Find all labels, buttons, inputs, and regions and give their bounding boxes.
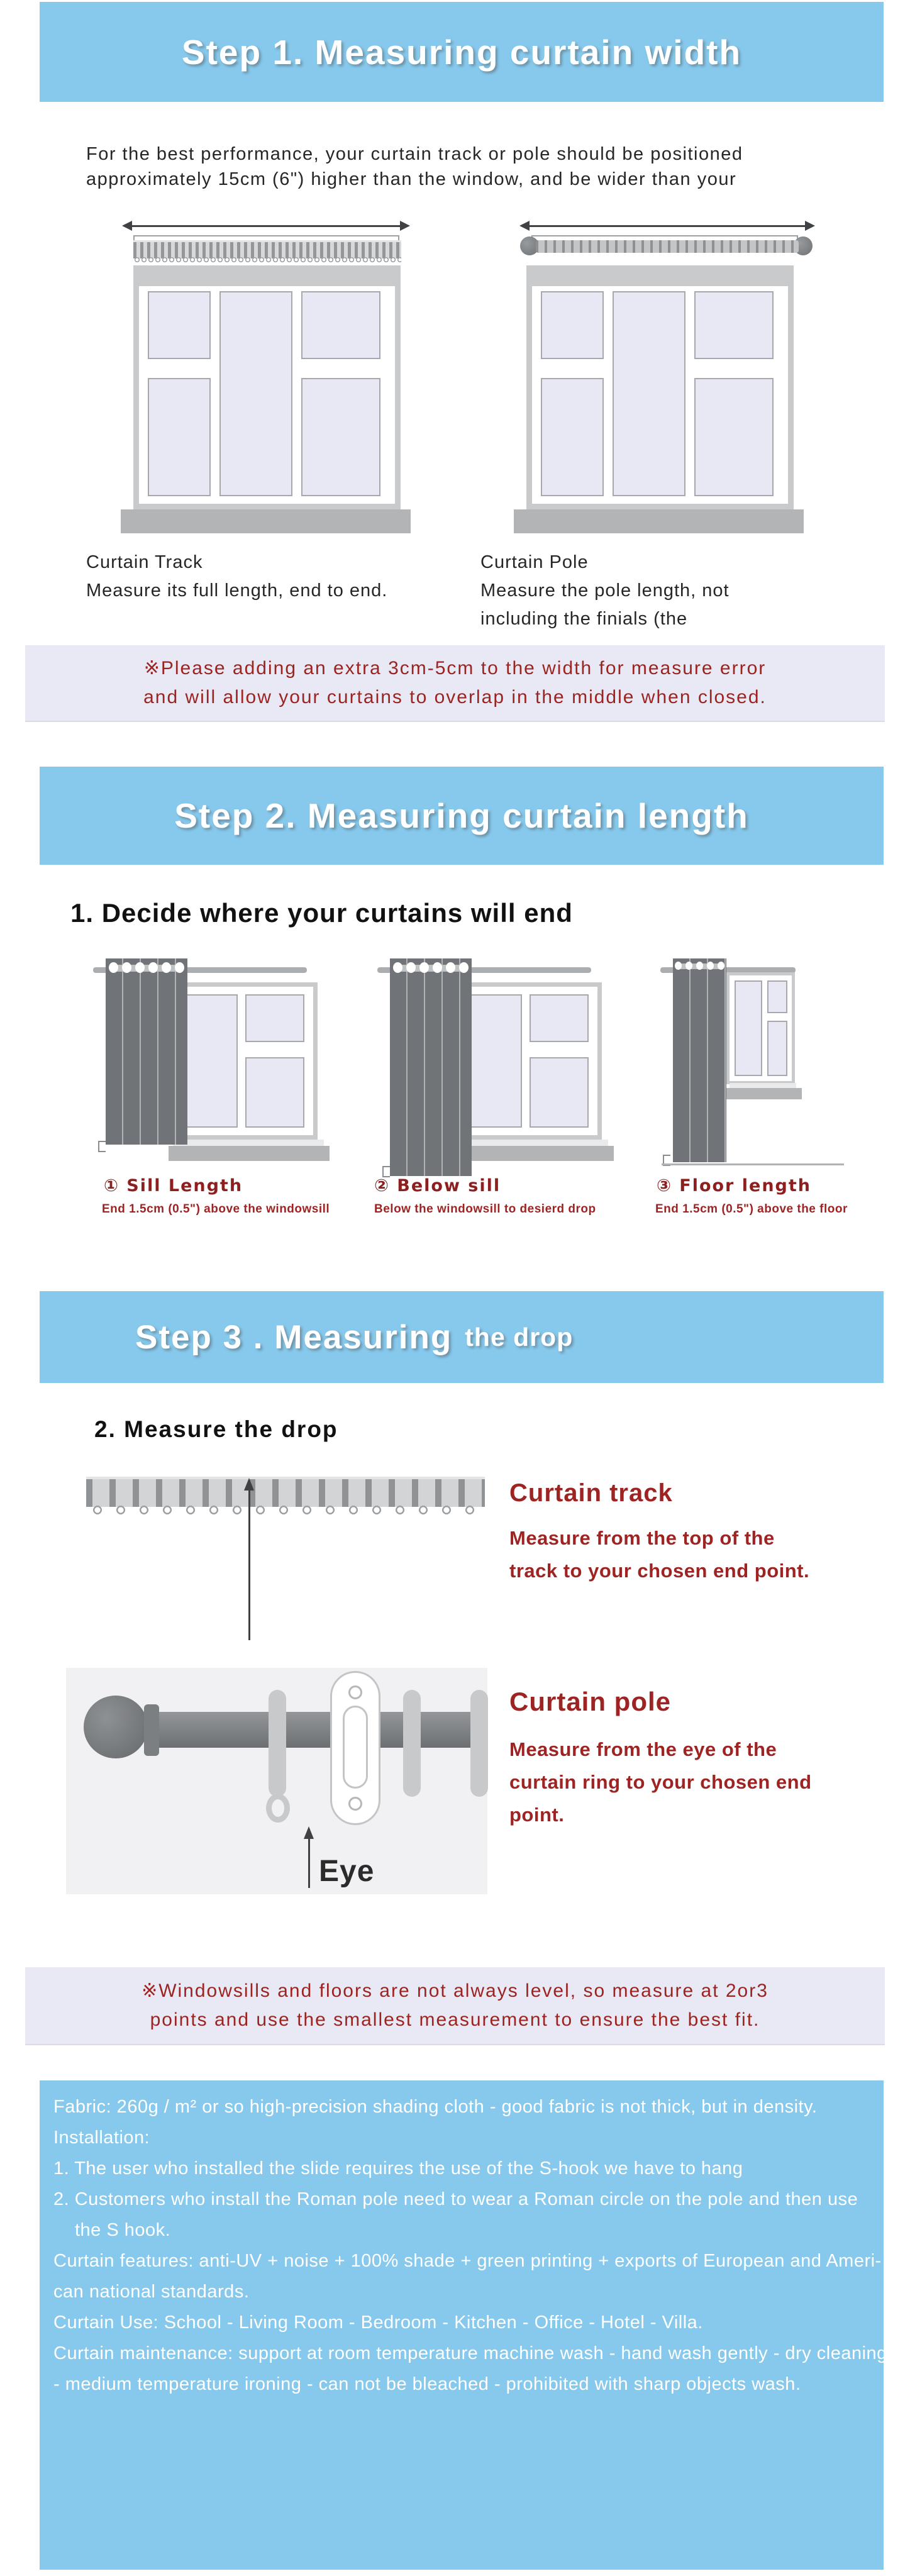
bracket-screw-hole [348,1797,362,1811]
window-frame-band [532,271,788,286]
curtain-pole-bar [536,240,799,253]
grommet [148,962,158,973]
step1-banner [40,2,884,102]
width-arrow [528,225,806,227]
note-line: ※Windowsills and floors are not always level, so measure at 2or3 [141,1980,769,2001]
window-pane [219,291,292,496]
drop-track-line: Measure from the top of the [509,1527,775,1549]
info-text [53,2092,887,2400]
window-pane [245,994,304,1042]
length-window [167,982,318,1140]
drop-pole-line: Measure from the eye of the [509,1738,777,1760]
window-illustration [133,265,401,509]
length-window [451,982,602,1140]
note-line: and will allow your curtains to overlap in the middle when closed. [143,687,767,708]
bracket-slot [343,1706,368,1789]
grommet [122,962,131,973]
grommet [419,962,429,973]
caption-curtain-track [86,548,387,605]
window-pane [301,378,380,496]
grommet [718,962,724,970]
window-sill [730,1083,796,1088]
step3-banner-title: Step 3 . Measuring [135,1318,453,1356]
window-pane [530,994,589,1042]
caption-title: Curtain Track [86,552,203,572]
up-arrow [248,1480,250,1640]
grommet [685,962,692,970]
eye-label: Eye [319,1855,375,1888]
window-pane [463,994,522,1128]
window-pane [767,1021,787,1076]
pole-ring [403,1690,421,1797]
window-pane [301,291,380,359]
window-sill [726,1088,802,1099]
step1-banner-title: Step 1. Measuring curtain width [181,32,742,72]
grommet-row [393,962,469,973]
info-panel [40,2080,887,2570]
pole-box [66,1668,487,1894]
window-pane [148,291,211,359]
info-line: can national standards. [53,2282,250,2302]
grommet [696,962,703,970]
window-pane [613,291,685,496]
intro-line: For the best performance, your curtain track or pole should be positioned [86,144,743,164]
window-sill [173,1140,324,1146]
eye-arrow [308,1829,310,1888]
step3-banner-subtitle: the drop [465,1322,574,1352]
length-figure-below-sill [372,955,624,1225]
grommet [406,962,416,973]
intro-text [86,142,743,192]
caption-line: Measure the pole length, not [480,580,730,601]
grommet-row [675,962,724,970]
length-figure-sill [88,955,340,1225]
curtain-panel [673,958,726,1162]
info-line: Fabric: 260g / m² or so high-precision shading cloth - good fabric is not thick, but in density. [53,2097,818,2117]
window-pane [694,378,774,496]
floor-line [662,1163,844,1165]
drop-track-title: Curtain track [509,1479,673,1507]
grommet [675,962,682,970]
grommet-row [109,962,184,973]
window-pane [767,980,787,1013]
curtain-panel [106,958,187,1145]
info-line: Curtain maintenance: support at room temperature machine wash - hand wash gently - dry cleaning [53,2343,887,2363]
window-pane [541,291,604,359]
drop-pole-text [509,1733,812,1831]
grommet [175,962,184,973]
step2-heading: 1. Decide where your curtains will end [70,898,573,928]
corner-tick [98,1141,106,1152]
grommet [135,962,145,973]
drop-pole-line: point. [509,1804,565,1826]
track-eyelets [133,257,401,265]
figure-label: ③ Floor length [657,1176,812,1196]
drop-pole-title: Curtain pole [509,1687,672,1716]
window-pane [179,994,238,1128]
window-sill [457,1140,608,1146]
grommet [109,962,118,973]
caption-curtain-pole [480,548,730,633]
note-box [25,645,885,722]
caption-line: Measure its full length, end to end. [86,580,388,601]
grommet [459,962,469,973]
step3-heading: 2. Measure the drop [94,1416,338,1442]
info-line: 1. The user who installed the slide requires the use of the S-hook we have to hang [53,2158,743,2179]
curtain-panel [390,958,472,1176]
info-line: the S hook. [75,2220,171,2240]
window-pane [245,1057,304,1128]
drop-track-line: track to your chosen end point. [509,1560,810,1582]
window-pane [148,378,211,496]
info-line: Installation: [53,2128,150,2148]
pole-finial-ball [84,1696,148,1758]
drop-track-text [509,1522,809,1587]
pole-ring [269,1690,286,1797]
wall-bracket [330,1671,380,1825]
window-sill [169,1146,330,1161]
figure-caption: End 1.5cm (0.5") above the floor [655,1202,848,1216]
info-line: Curtain Use: School - Living Room - Bedroom - Kitchen - Office - Hotel - Villa. [53,2312,703,2333]
grommet [446,962,455,973]
length-figure-floor [655,955,907,1225]
window-pane [530,1057,589,1128]
window-pane [694,291,774,359]
drop-track-band [86,1477,485,1507]
grommet [393,962,402,973]
pole-eye-ring [266,1794,290,1823]
window-sill [453,1146,614,1161]
pole-ring [470,1690,488,1797]
grommet [162,962,171,973]
step3-banner [40,1291,884,1383]
measure-line [531,235,798,236]
window-pane [541,378,604,496]
figure-caption: Below the windowsill to desierd drop [374,1202,596,1216]
note-box [25,1967,885,2045]
info-line: Curtain features: anti-UV + noise + 100% shade + green printing + exports of European and Ameri- [53,2251,882,2271]
measure-line [133,235,399,236]
grommet [707,962,714,970]
note-line: points and use the smallest measurement to ensure the best fit. [150,2009,760,2030]
window-frame-band [139,271,395,286]
step2-banner-title: Step 2. Measuring curtain length [174,796,749,835]
drop-pole-line: curtain ring to your chosen end [509,1771,812,1793]
note-line: ※Please adding an extra 3cm-5cm to the width for measure error [143,658,767,679]
window-sill [121,509,411,533]
pole-finial-neck [144,1704,159,1756]
caption-line: including the finials (the [480,609,688,629]
pole-bar [157,1712,487,1748]
figure-label: ① Sill Length [104,1176,243,1196]
window-pane [735,980,762,1076]
intro-line: approximately 15cm (6") higher than the window, and be wider than your [86,169,737,189]
figure-caption: End 1.5cm (0.5") above the windowsill [102,1202,330,1216]
grommet [433,962,442,973]
window-sill [514,509,804,533]
figure-label: ② Below sill [374,1176,501,1196]
window-illustration [526,265,794,509]
info-line: 2. Customers who install the Roman pole need to wear a Roman circle on the pole and then use [53,2189,858,2209]
drop-track-eyelets [86,1504,485,1517]
step2-banner [40,767,884,865]
bracket-screw-hole [348,1685,362,1699]
info-line: - medium temperature ironing - can not be bleached - prohibited with sharp objects wash. [53,2374,801,2394]
track-comb [133,240,401,258]
width-arrow [131,225,401,227]
caption-title: Curtain Pole [480,552,589,572]
length-window [726,972,795,1084]
